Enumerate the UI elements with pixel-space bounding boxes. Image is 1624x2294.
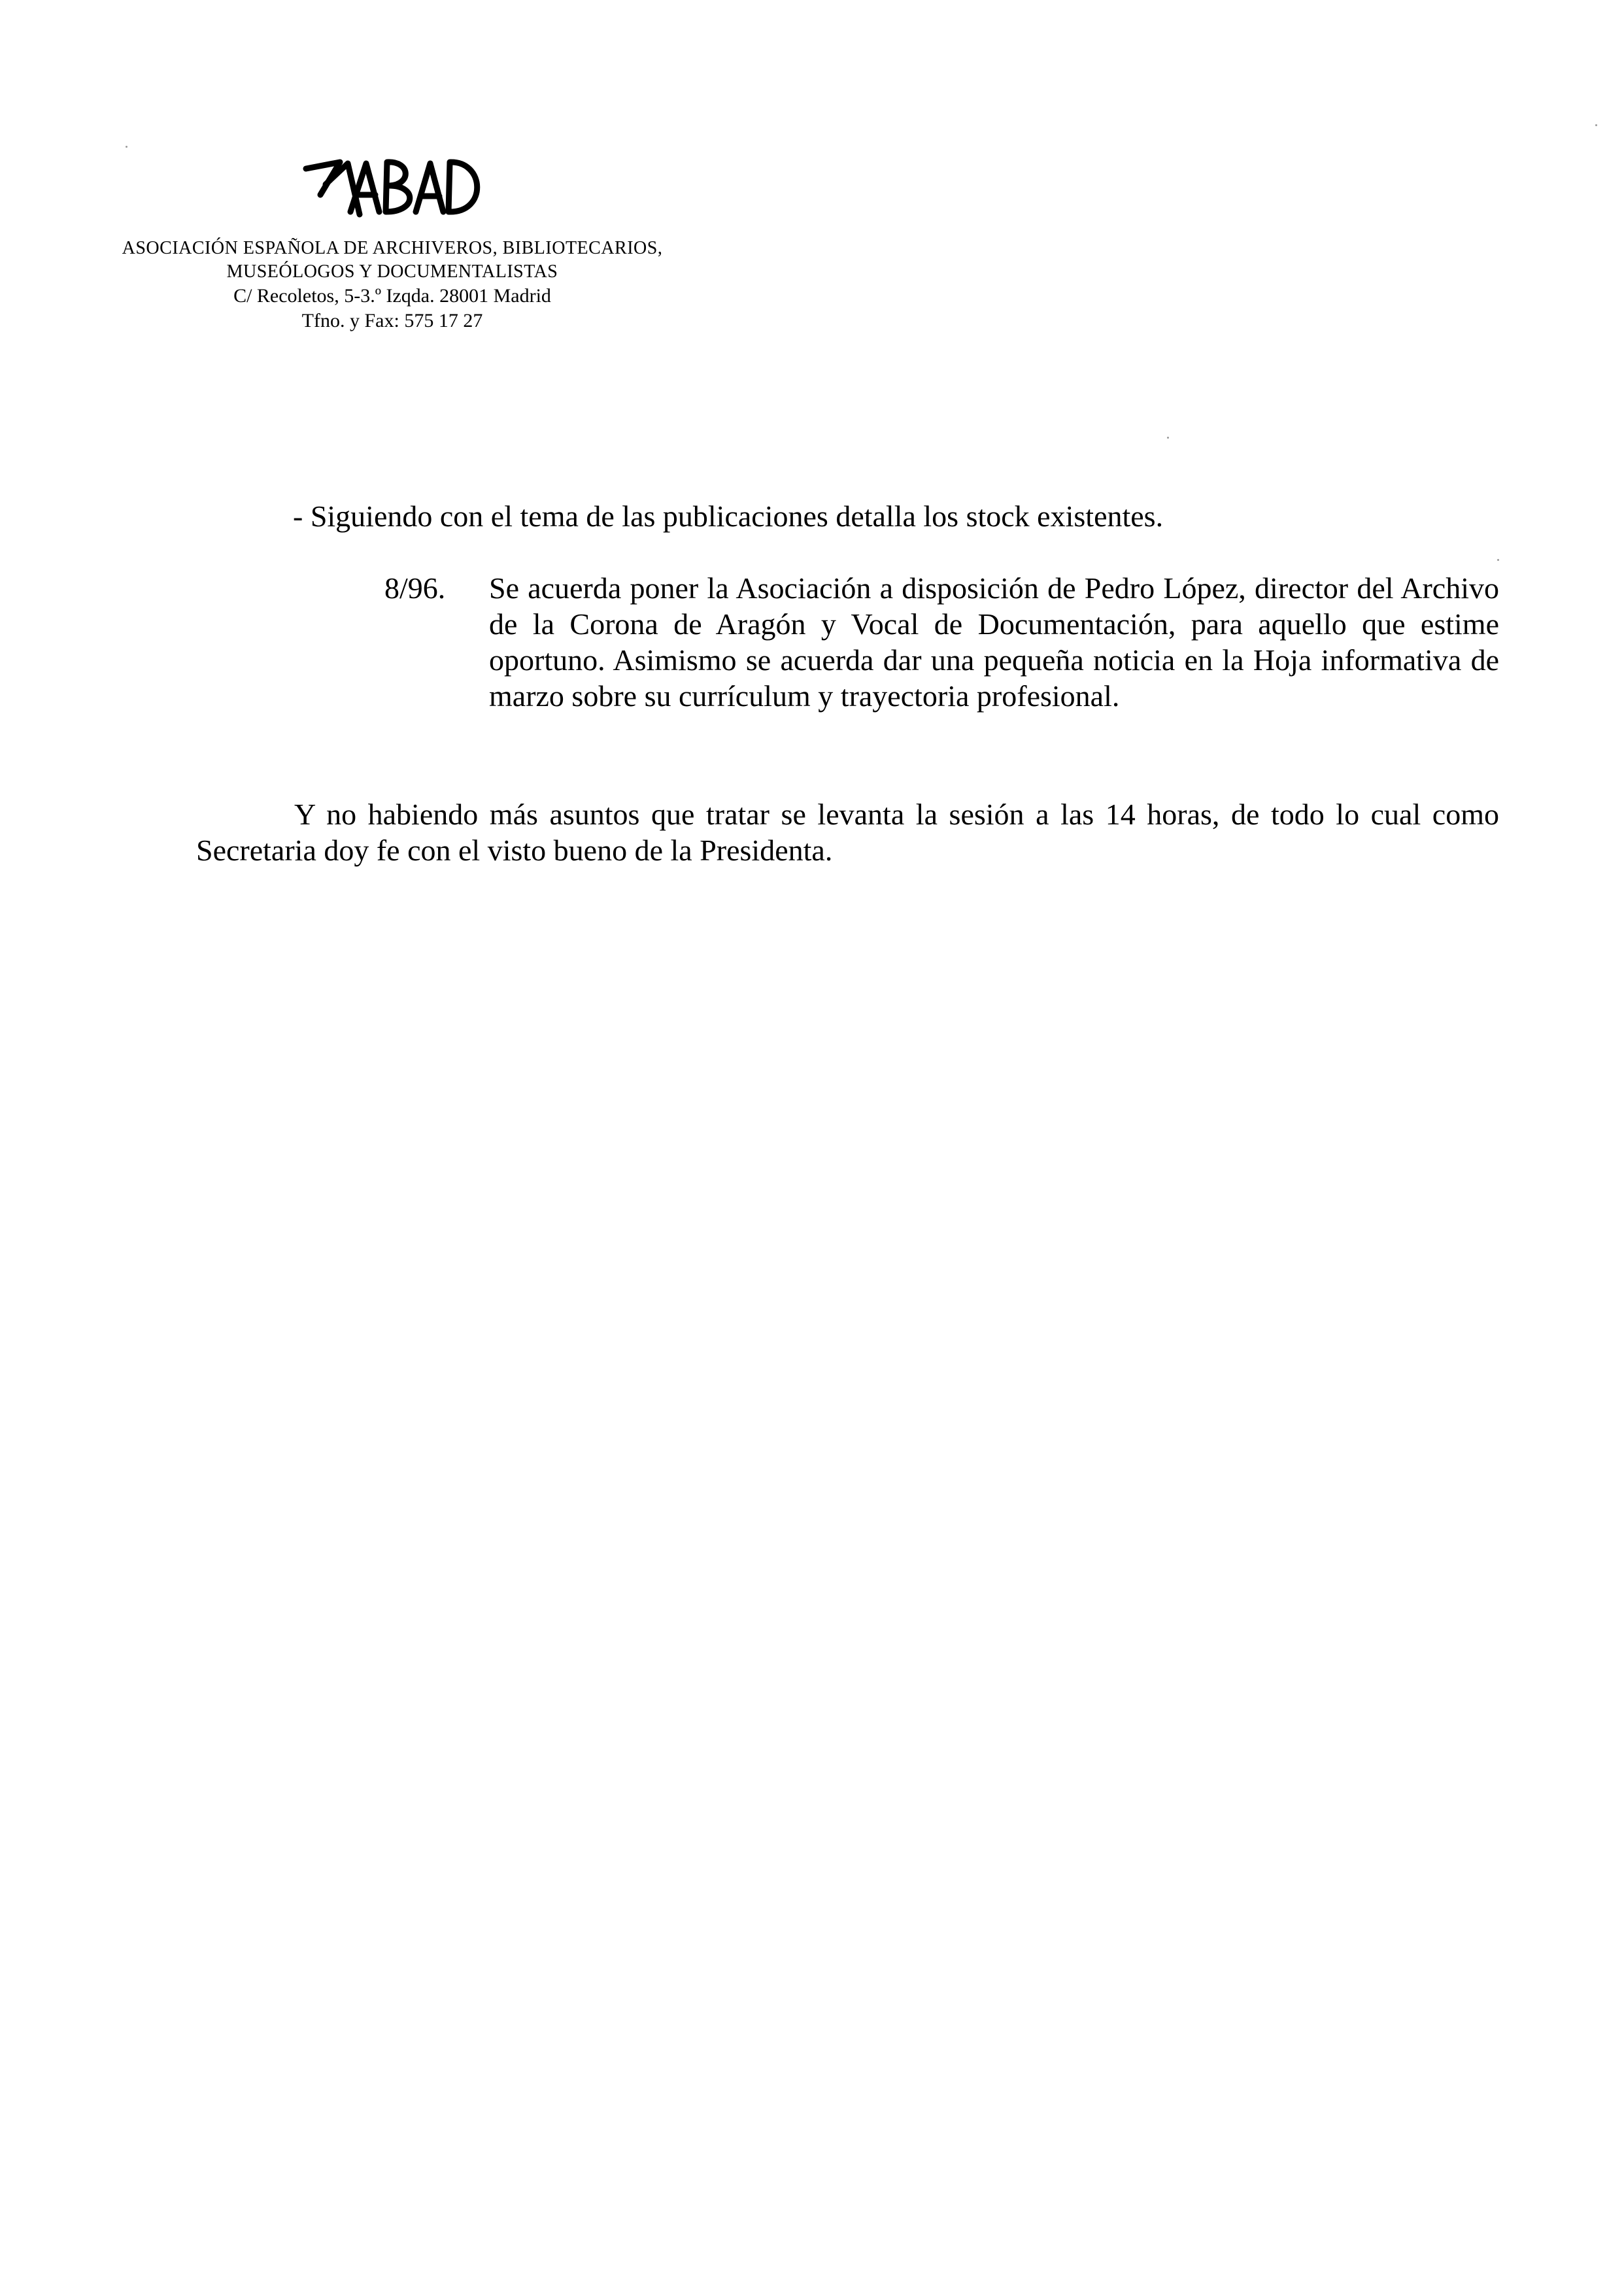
scan-speck <box>1167 437 1169 439</box>
org-phone: Tfno. y Fax: 575 17 27 <box>301 310 483 331</box>
org-name-line-1: ASOCIACIÓN ESPAÑOLA DE ARCHIVEROS, BIBLIOTECARIOS, <box>122 238 663 258</box>
letterhead <box>52 144 732 333</box>
org-name-line-2: MUSEÓLOGOS Y DOCUMENTALISTAS <box>226 261 558 282</box>
agreement-text: Se acuerda poner la Asociación a disposición de Pedro López, director del Archivo de la Corona de Aragón y Vocal de Documentación, para aquello que estime oportuno. Asimismo se acuerda dar una pequeña noticia en la Hoja informativa de marzo sobre su currículum y trayectoria profesional. <box>489 571 1499 713</box>
scan-speck <box>126 146 127 148</box>
scan-speck <box>1497 559 1499 561</box>
closing-paragraph: Y no habiendo más asuntos que tratar se levanta la sesión a las 14 horas, de todo lo cual como Secretaria doy fe con el visto bueno de la Presidenta. <box>196 798 1499 867</box>
agreement-number: 8/96. <box>384 571 446 605</box>
org-address: C/ Recoletos, 5-3.º Izqda. 28001 Madrid <box>233 285 551 307</box>
aabad-logo <box>294 144 490 229</box>
agreement-item <box>384 570 1499 714</box>
publications-paragraph: - Siguiendo con el tema de las publicaciones detalla los stock existentes. <box>293 499 1164 533</box>
scan-speck <box>1595 124 1597 126</box>
